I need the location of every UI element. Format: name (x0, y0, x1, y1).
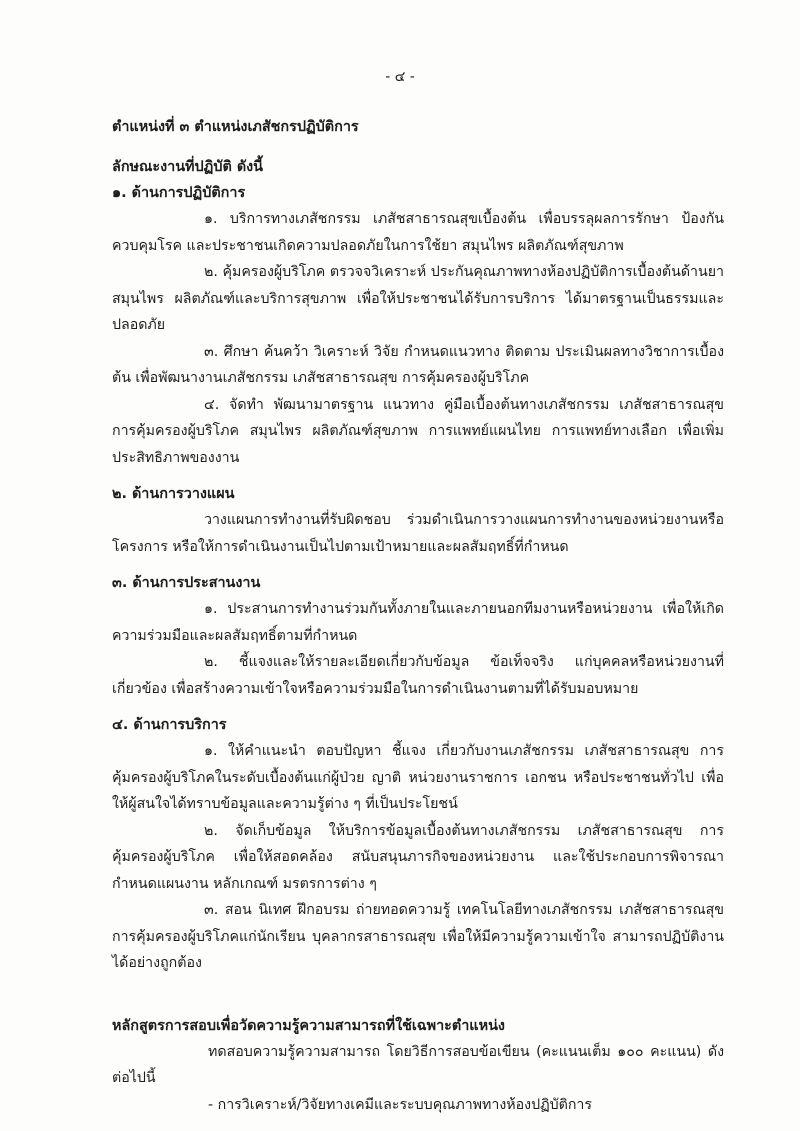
section-paragraph: ๒. คุ้มครองผู้บริโภค ตรวจจวิเคราะห์ ประกันคุณภาพทางห้องปฏิบัติการเบื้องต้นด้านยา สมุนไพร ผลิตภัณฑ์และบริการสุขภาพ เพื่อให้ประชาชนได้รับการบริการ ได้มาตรฐานเป็นธรรมและปลอดภัย (112, 264, 724, 333)
section-title: ๓. ด้านการประสานงาน (112, 575, 261, 591)
section-service (112, 712, 724, 977)
exam-item: - การวิเคราะห์/วิจัยทางเคมีและระบบคุณภาพทางห้องปฏิบัติการ (208, 1096, 592, 1113)
section-paragraph: ๒. ชี้แจงและให้รายละเอียดเกี่ยวกับข้อมูล ข้อเท็จจริง แก่บุคคลหรือหน่วยงานที่เกี่ยวข้อง เพื่อสร้างความเข้าใจหรือความร่วมมือในการดำเนินงานตามที่ได้รับมอบหมาย (112, 654, 724, 697)
page-number: - ๔ - (385, 69, 415, 85)
duties-heading: ลักษณะงานที่ปฏิบัติ ดังนี้ (112, 159, 264, 175)
section-paragraph: ๑. ให้คำแนะนำ ตอบปัญหา ชี้แจง เกี่ยวกับงานเภสัชกรรม เภสัชสาธารณสุข การคุ้มครองผู้บริโภคในระดับเบื้องต้นแก่ผู้ป่วย ญาติ หน่วยงานราชการ เอกชน หรือประชาชนทั่วไป เพื่อให้ผู้สนใจได้ทราบข้อมูลและความรู้ต่าง ๆ ที่เป็นประโยชน์ (112, 743, 724, 812)
section-paragraph: วางแผนการทำงานที่รับผิดชอบ ร่วมดำเนินการวางแผนการทำงานของหน่วยงานหรือโครงการ หรือให้การดำเนินงานเป็นไปตามเป้าหมายและผลสัมฤทธิ์ที่กำหนด (112, 512, 724, 555)
section-paragraph: ๓. สอน นิเทศ ฝึกอบรม ถ่ายทอดความรู้ เทคโนโลยีทางเภสัชกรรม เภสัชสาธารณสุข การคุ้มครองผู้บริโภคแก่นักเรียน บุคลากรสาธารณสุข เพื่อให้มีความรู้ความเข้าใจ สามารถปฏิบัติงานได้อย่างถูกต้อง (112, 902, 724, 971)
document-body (112, 114, 724, 1118)
section-title: ๒. ด้านการวางแผน (112, 486, 235, 502)
section-planning (112, 481, 724, 560)
position-title: ตำแหน่งที่ ๓ ตำแหน่งเภสัชกรปฏิบัติการ (112, 119, 359, 135)
section-coordination (112, 570, 724, 702)
section-title: ๔. ด้านการบริการ (112, 717, 227, 733)
section-paragraph: ๓. ศึกษา ค้นคว้า วิเคราะห์ วิจัย กำหนดแนวทาง ติดตาม ประเมินผลทางวิชาการเบื้องต้น เพื่อพัฒนางานเภสัชกรรม เภสัชสาธารณสุข การคุ้มครองผู้บริโภค (112, 343, 724, 386)
exam-section (112, 1013, 724, 1119)
section-paragraph: ๒. จัดเก็บข้อมูล ให้บริการข้อมูลเบื้องต้นทางเภสัชกรรม เภสัชสาธารณสุข การคุ้มครองผู้บริโภค เพื่อให้สอดคล้อง สนับสนุนภารกิจของหน่วยงาน และใช้ประกอบการพิจารณากำหนดแผนงาน หลักเกณฑ์ มรตรการต่าง ๆ (112, 822, 724, 892)
section-paragraph: ๔. จัดทำ พัฒนามาตรฐาน แนวทาง คู่มือเบื้องต้นทางเภสัชกรรม เภสัชสาธารณสุข การคุ้มครองผู้บริโภค สมุนไพร ผลิตภัณฑ์สุขภาพ การแพทย์แผนไทย การแพทย์ทางเลือก เพื่อเพิ่มประสิทธิภาพของงาน (112, 396, 724, 466)
section-paragraph: ๑. บริการทางเภสัชกรรม เภสัชสาธารณสุขเบื้องต้น เพื่อบรรลุผลการรักษา ป้องกัน ควบคุมโรค และประชาชนเกิดความปลอดภัยในการใช้ยา สมุนไพร ผลิตภัณฑ์สุขภาพ (112, 211, 724, 254)
section-operations (112, 180, 724, 471)
section-title: ๑. ด้านการปฏิบัติการ (112, 185, 246, 201)
section-paragraph: ๑. ประสานการทำงานร่วมกันทั้งภายในและภายนอกทีมงานหรือหน่วยงาน เพื่อให้เกิดความร่วมมือและผลสัมฤทธิ์ตามที่กำหนด (112, 601, 724, 644)
exam-title: หลักสูตรการสอบเพื่อวัดความรู้ความสามารถที่ใช้เฉพาะตำแหน่ง (112, 1017, 505, 1034)
exam-description: ทดสอบความรู้ความสามารถ โดยวิธีการสอบข้อเขียน (คะแนนเต็ม ๑๐๐ คะแนน) ดังต่อไปนี้ (112, 1043, 724, 1086)
